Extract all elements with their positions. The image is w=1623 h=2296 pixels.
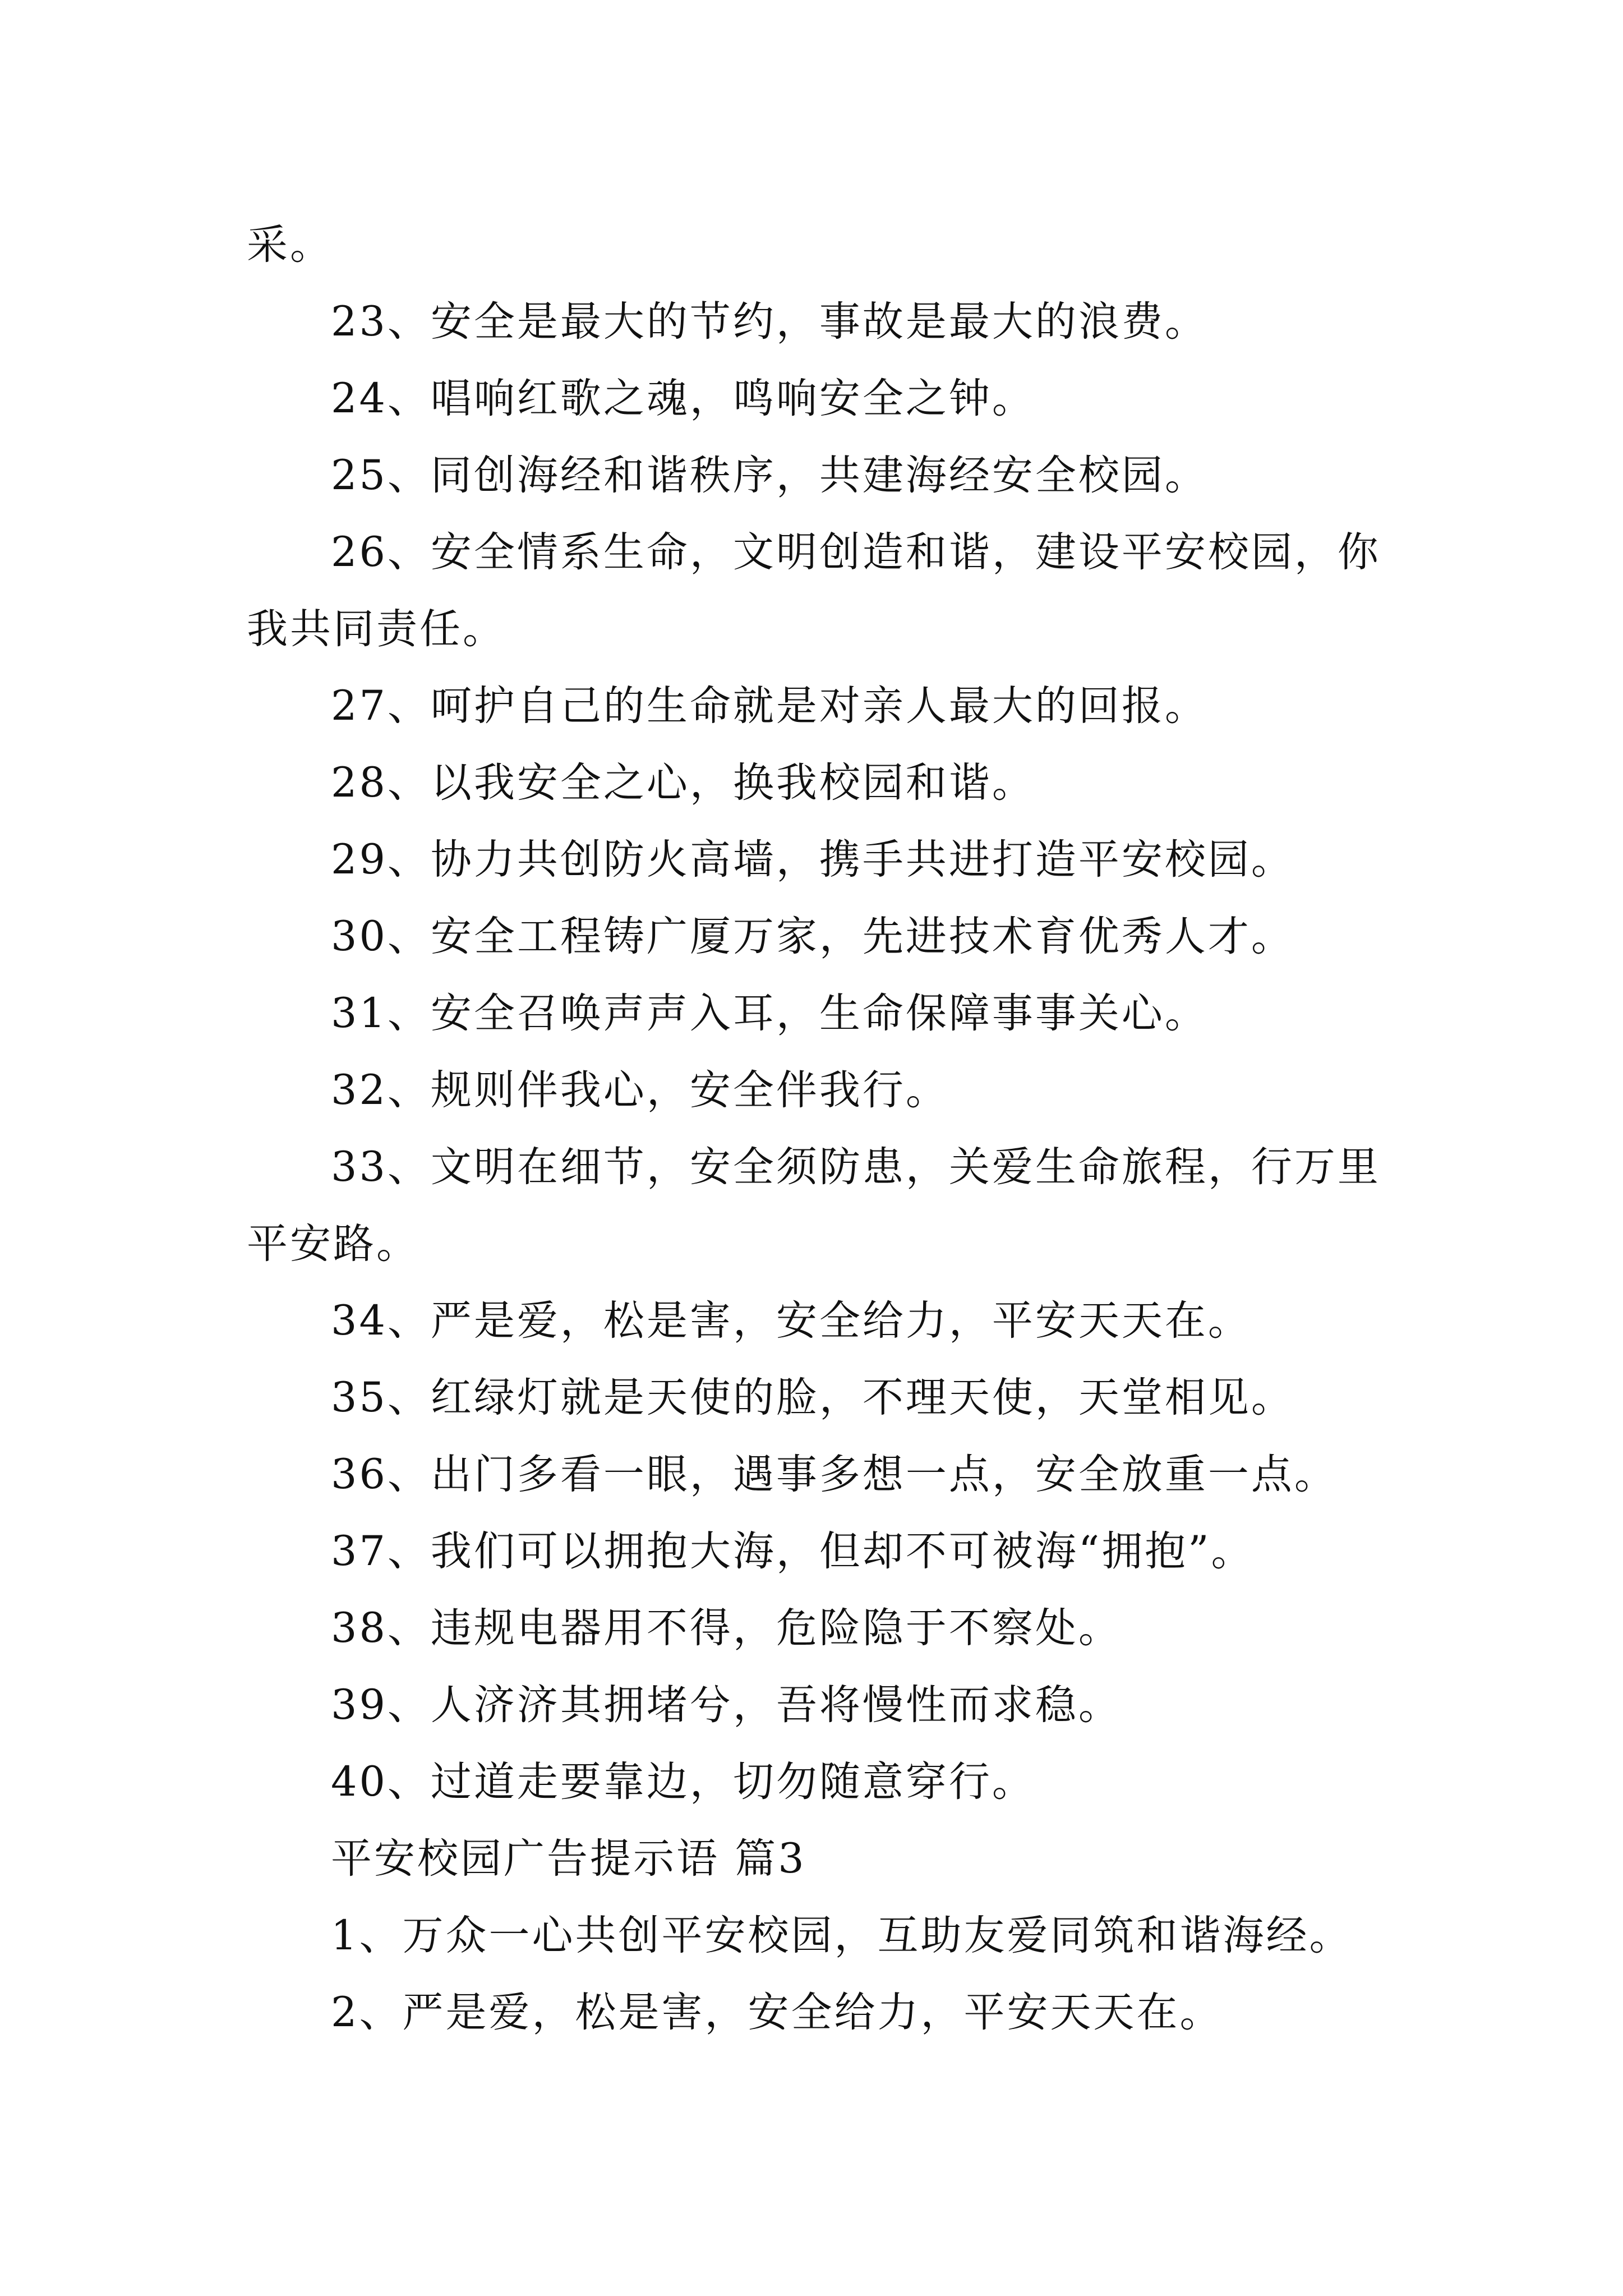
list-item: 31、安全召唤声声入耳，生命保障事事关心。: [331, 990, 1208, 1037]
list-item: 27、呵护自己的生命就是对亲人最大的回报。: [331, 682, 1208, 730]
list-item: 23、安全是最大的节约，事故是最大的浪费。: [331, 298, 1208, 346]
list-item: 24、唱响红歌之魂，鸣响安全之钟。: [331, 375, 1035, 422]
list-item: 33、文明在细节，安全须防患，关爱生命旅程，行万里: [331, 1143, 1381, 1191]
list-item: 38、违规电器用不得，危险隐于不察处。: [331, 1604, 1122, 1652]
list-item: 28、以我安全之心，换我校园和谐。: [331, 759, 1035, 807]
text-line: 我共同责任。: [247, 605, 506, 653]
list-item: 37、我们可以拥抱大海，但却不可被海“拥抱”。: [331, 1527, 1255, 1575]
document-text: [247, 206, 1391, 2051]
list-item: 2、严是爱，松是害，安全给力，平安天天在。: [331, 1989, 1223, 2036]
list-item: 34、严是爱，松是害，安全给力，平安天天在。: [331, 1297, 1251, 1345]
list-item: 30、安全工程铸广厦万家，先进技术育优秀人才。: [331, 913, 1294, 960]
section-heading: 平安校园广告提示语 篇3: [331, 1835, 806, 1883]
text-line: 平安路。: [247, 1220, 419, 1268]
list-item: 26、安全情系生命，文明创造和谐，建设平安校园，你: [331, 528, 1381, 576]
list-item: 39、人济济其拥堵兮，吾将慢性而求稳。: [331, 1681, 1122, 1729]
list-item: 36、出门多看一眼，遇事多想一点，安全放重一点。: [331, 1451, 1338, 1498]
list-item: 1、万众一心共创平安校园，互助友爱同筑和谐海经。: [331, 1912, 1353, 1959]
list-item: 40、过道走要靠边，切勿随意穿行。: [331, 1758, 1035, 1806]
text-line: 采。: [247, 221, 333, 269]
list-item: 32、规则伴我心，安全伴我行。: [331, 1066, 949, 1114]
list-item: 35、红绿灯就是天使的脸，不理天使，天堂相见。: [331, 1374, 1294, 1421]
list-item: 25、同创海经和谐秩序，共建海经安全校园。: [331, 452, 1208, 499]
list-item: 29、协力共创防火高墙，携手共进打造平安校园。: [331, 836, 1294, 884]
